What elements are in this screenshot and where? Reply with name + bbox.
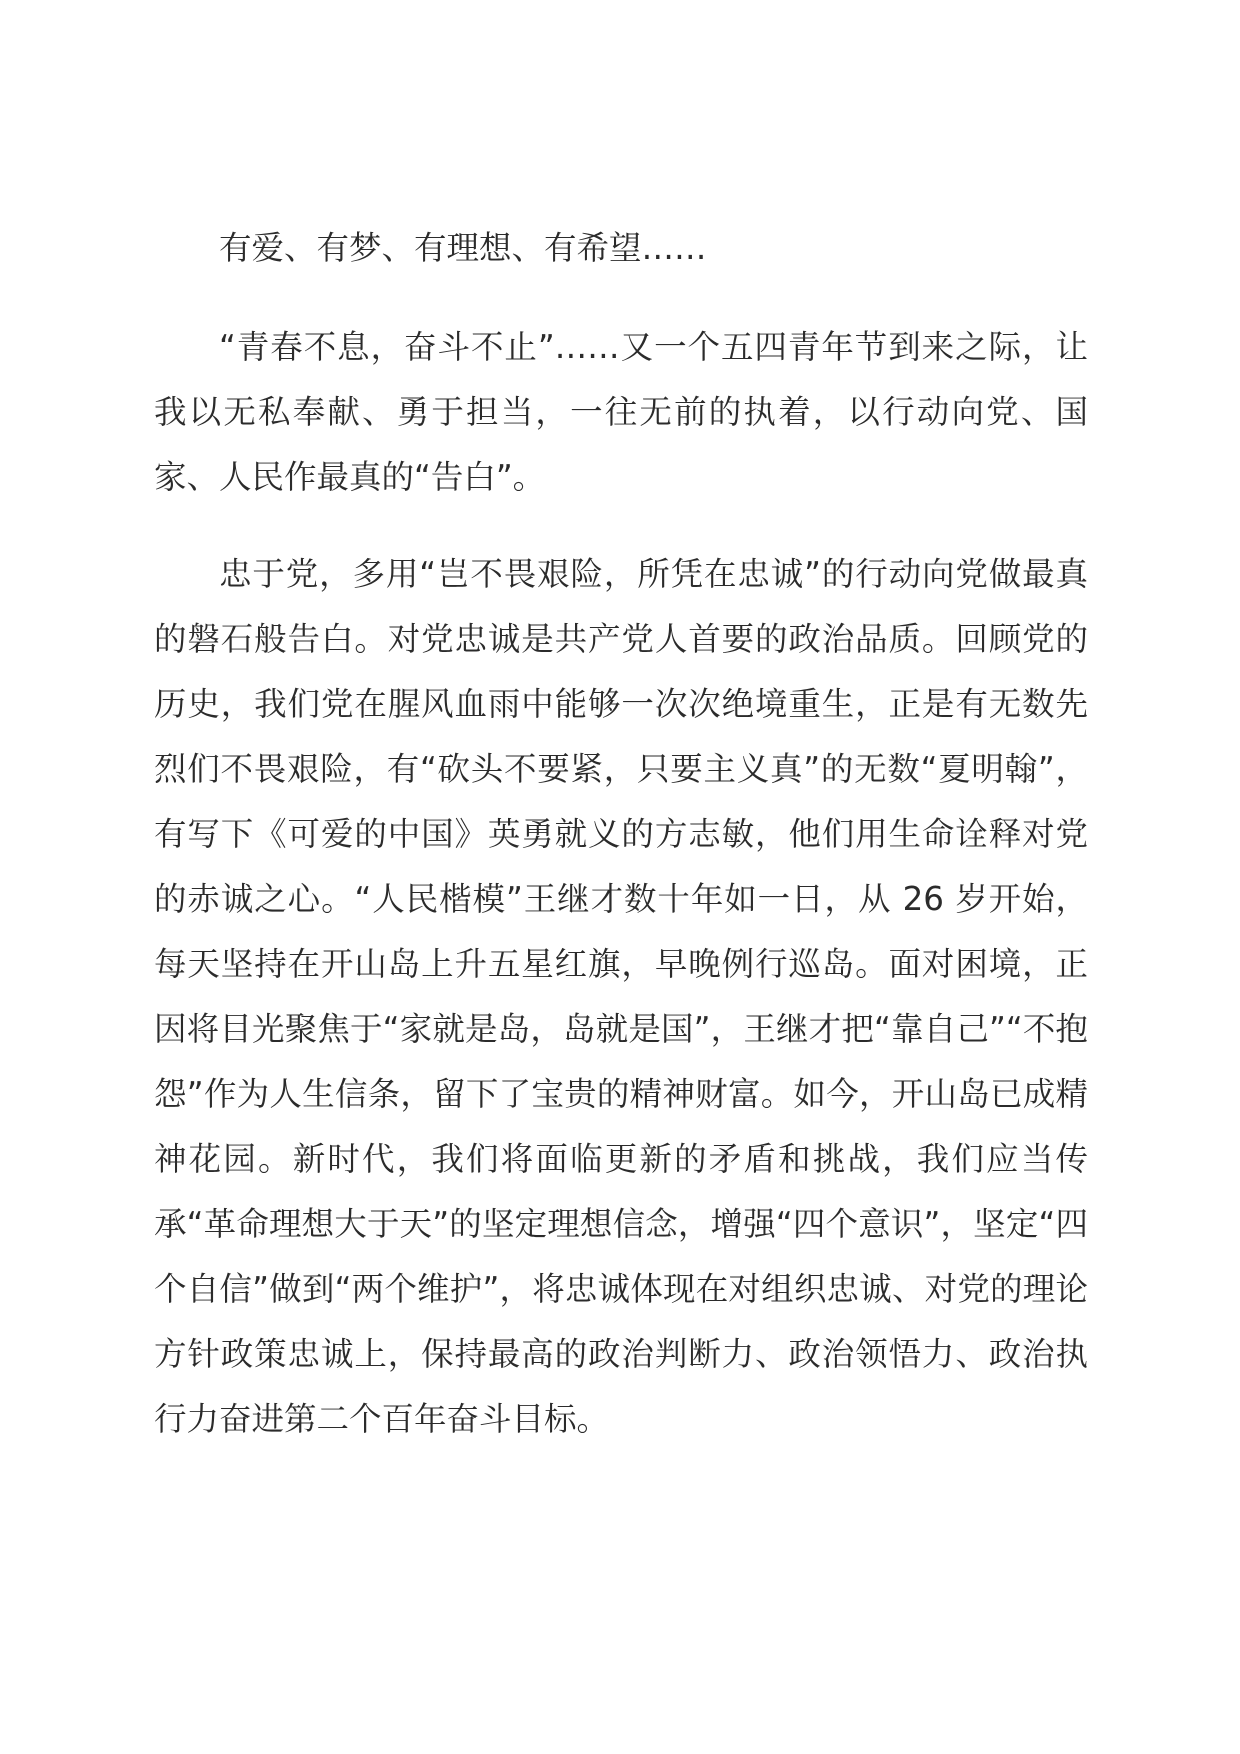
document-body [154,216,1088,1484]
paragraph-youth-day: “青春不息，奋斗不止”……又一个五四青年节到来之际，让我以无私奉献、勇于担当，一往无前的执着，以行动向党、国家、人民作最真的“告白”。 [154,328,1088,496]
paragraph-loyalty: 忠于党，多用“岂不畏艰险，所凭在忠诚”的行动向党做最真的磐石般告白。对党忠诚是共产党人首要的政治品质。回顾党的历史，我们党在腥风血雨中能够一次次绝境重生，正是有无数先烈们不畏艰险，有“砍头不要紧，只要主义真”的无数“夏明翰”，有写下《可爱的中国》英勇就义的方志敏，他们用生命诠释对党的赤诚之心。“人民楷模”王继才数十年如一日，从 26 岁开始，每天坚持在开山岛上升五星红旗，早晚例行巡岛。面对困境，正因将目光聚焦于“家就是岛，岛就是国”，王继才把“靠自己”“不抱怨”作为人生信条，留下了宝贵的精神财富。如今，开山岛已成精神花园。新时代，我们将面临更新的矛盾和挑战，我们应当传承“革命理想大于天”的坚定理想信念，增强“四个意识”，坚定“四个自信”做到“两个维护”，将忠诚体现在对组织忠诚、对党的理论方针政策忠诚上，保持最高的政治判断力、政治领悟力、政治执行力奋进第二个百年奋斗目标。 [154,555,1088,1438]
paragraph-intro: 有爱、有梦、有理想、有希望…… [219,229,707,267]
